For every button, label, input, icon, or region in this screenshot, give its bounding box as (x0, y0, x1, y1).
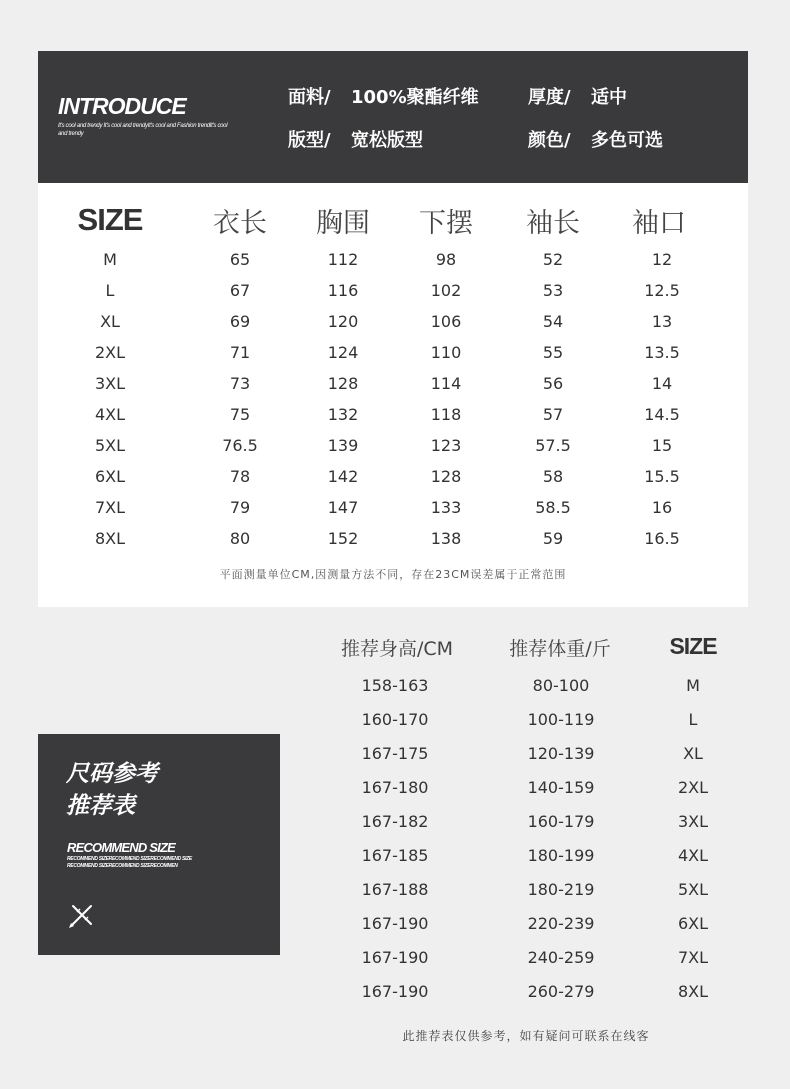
size-cell-sleeve: 58 (542, 467, 564, 486)
size-cell-hem: 98 (435, 250, 457, 269)
size-header-sleeve: 袖长 (526, 208, 580, 239)
size-cell-chest: 132 (327, 405, 359, 424)
attr-fabric-key: 面料/ (288, 87, 331, 108)
rec-cell-size: 4XL (677, 846, 709, 865)
size-cell-chest: 128 (327, 374, 359, 393)
attr-fit (288, 126, 423, 152)
size-cell-size: 4XL (94, 405, 126, 424)
size-cell-length: 78 (229, 467, 251, 486)
size-cell-chest: 139 (327, 436, 359, 455)
badge-en-subtitle: RECOMMEND SIZERECOMMEND SIZERECOMMEND SIZE RECOMMEND SIZERECOMMEND SIZERECOMMEN (67, 856, 192, 869)
recommend-note: 此推荐表仅供参考，如有疑问可联系在线客 (402, 1029, 650, 1043)
size-cell-sleeve: 55 (542, 343, 564, 362)
rec-cell-weight: 220-239 (527, 914, 595, 933)
size-cell-sleeve: 56 (542, 374, 564, 393)
size-cell-sleeve: 53 (542, 281, 564, 300)
size-cell-length: 80 (229, 529, 251, 548)
size-cell-chest: 120 (327, 312, 359, 331)
rec-cell-size: L (688, 710, 698, 729)
size-cell-size: L (105, 281, 115, 300)
size-cell-size: 6XL (94, 467, 126, 486)
intro-panel (38, 51, 748, 183)
size-cell-chest: 112 (327, 250, 359, 269)
attr-thickness-key: 厚度/ (528, 87, 571, 108)
rec-cell-height: 167-188 (361, 880, 429, 899)
size-cell-sleeve: 52 (542, 250, 564, 269)
badge-title-line2: 推荐表 (66, 793, 135, 819)
size-cell-cuff: 16 (651, 498, 673, 517)
attr-thickness (528, 83, 627, 109)
size-cell-size: 8XL (94, 529, 126, 548)
size-cell-cuff: 13.5 (644, 343, 680, 362)
size-header-hem: 下摆 (419, 208, 473, 239)
size-chart-note: 平面测量单位CM,因测量方法不同，存在23CM误差属于正常范围 (219, 568, 567, 581)
size-header-cuff: 袖口 (632, 208, 686, 239)
attr-color (528, 126, 663, 152)
rec-header-weight: 推荐体重/斤 (509, 638, 611, 660)
rec-cell-height: 160-170 (361, 710, 429, 729)
rec-cell-size: 2XL (677, 778, 709, 797)
size-cell-hem: 128 (430, 467, 462, 486)
attr-fit-key: 版型/ (288, 130, 331, 151)
rec-cell-weight: 160-179 (527, 812, 595, 831)
rec-cell-weight: 240-259 (527, 948, 595, 967)
size-cell-cuff: 14.5 (644, 405, 680, 424)
size-cell-hem: 138 (430, 529, 462, 548)
attr-color-key: 颜色/ (528, 130, 571, 151)
size-cell-hem: 110 (430, 343, 462, 362)
rec-cell-size: XL (683, 744, 703, 763)
size-header-length: 衣长 (213, 208, 267, 239)
badge-title (66, 758, 158, 822)
size-cell-sleeve: 57 (542, 405, 564, 424)
size-cell-size: M (103, 250, 117, 269)
size-cell-chest: 116 (327, 281, 359, 300)
rec-cell-height: 167-185 (361, 846, 429, 865)
size-cell-sleeve: 57.5 (535, 436, 571, 455)
size-cell-length: 67 (229, 281, 251, 300)
rec-cell-height: 167-190 (361, 948, 429, 967)
rec-cell-weight: 80-100 (532, 676, 590, 695)
size-cell-cuff: 13 (651, 312, 673, 331)
attr-fit-value: 宽松版型 (351, 130, 423, 151)
rec-cell-size: 7XL (677, 948, 709, 967)
size-cell-cuff: 15.5 (644, 467, 680, 486)
size-cell-length: 69 (229, 312, 251, 331)
size-cell-cuff: 14 (651, 374, 673, 393)
size-cell-hem: 123 (430, 436, 462, 455)
rec-cell-height: 167-175 (361, 744, 429, 763)
rec-header-height: 推荐身高/CM (340, 638, 454, 660)
size-cell-hem: 118 (430, 405, 462, 424)
rec-cell-height: 167-190 (361, 914, 429, 933)
size-chart-card (38, 183, 748, 607)
size-cell-chest: 142 (327, 467, 359, 486)
size-cell-length: 65 (229, 250, 251, 269)
attr-fabric (288, 83, 479, 109)
attr-color-value: 多色可选 (591, 130, 663, 151)
size-header-chest: 胸围 (316, 208, 370, 239)
size-cell-size: 5XL (94, 436, 126, 455)
size-cell-length: 76.5 (222, 436, 258, 455)
recommend-badge (38, 734, 280, 955)
size-cell-hem: 114 (430, 374, 462, 393)
size-cell-chest: 152 (327, 529, 359, 548)
intro-subtitle: It's cool and trendy It's cool and trendyIt's cool and Fashion trendIt's cool and trendy (58, 123, 228, 137)
attr-thickness-value: 适中 (591, 87, 627, 108)
size-cell-chest: 147 (327, 498, 359, 517)
size-cell-sleeve: 54 (542, 312, 564, 331)
rec-cell-weight: 140-159 (527, 778, 595, 797)
size-cell-length: 79 (229, 498, 251, 517)
size-cell-length: 73 (229, 374, 251, 393)
rec-cell-size: 6XL (677, 914, 709, 933)
rec-cell-height: 167-180 (361, 778, 429, 797)
size-cell-size: XL (100, 312, 120, 331)
size-cell-size: 2XL (94, 343, 126, 362)
size-cell-cuff: 12 (651, 250, 673, 269)
badge-title-line1: 尺码参考 (66, 761, 158, 787)
intro-title: INTRODUCE (58, 93, 186, 119)
ruler-pencil-icon (67, 902, 95, 930)
attr-fabric-value: 100%聚酯纤维 (351, 87, 479, 108)
size-cell-size: 3XL (94, 374, 126, 393)
rec-cell-weight: 260-279 (527, 982, 595, 1001)
size-header-size: SIZE (77, 202, 143, 237)
size-cell-length: 75 (229, 405, 251, 424)
rec-cell-weight: 120-139 (527, 744, 595, 763)
rec-cell-height: 158-163 (361, 676, 429, 695)
rec-cell-weight: 180-219 (527, 880, 595, 899)
size-cell-cuff: 12.5 (644, 281, 680, 300)
rec-cell-height: 167-190 (361, 982, 429, 1001)
rec-cell-size: 3XL (677, 812, 709, 831)
size-cell-cuff: 16.5 (644, 529, 680, 548)
size-cell-chest: 124 (327, 343, 359, 362)
rec-cell-size: 5XL (677, 880, 709, 899)
size-cell-cuff: 15 (651, 436, 673, 455)
rec-cell-weight: 100-119 (527, 710, 595, 729)
rec-header-size: SIZE (669, 633, 717, 659)
size-cell-hem: 106 (430, 312, 462, 331)
size-cell-hem: 102 (430, 281, 462, 300)
rec-cell-height: 167-182 (361, 812, 429, 831)
size-cell-length: 71 (229, 343, 251, 362)
rec-cell-size: 8XL (677, 982, 709, 1001)
size-cell-sleeve: 59 (542, 529, 564, 548)
size-cell-size: 7XL (94, 498, 126, 517)
badge-en-title: RECOMMEND SIZE (67, 840, 175, 855)
size-cell-sleeve: 58.5 (535, 498, 571, 517)
size-cell-hem: 133 (430, 498, 462, 517)
rec-cell-size: M (686, 676, 700, 695)
rec-cell-weight: 180-199 (527, 846, 595, 865)
